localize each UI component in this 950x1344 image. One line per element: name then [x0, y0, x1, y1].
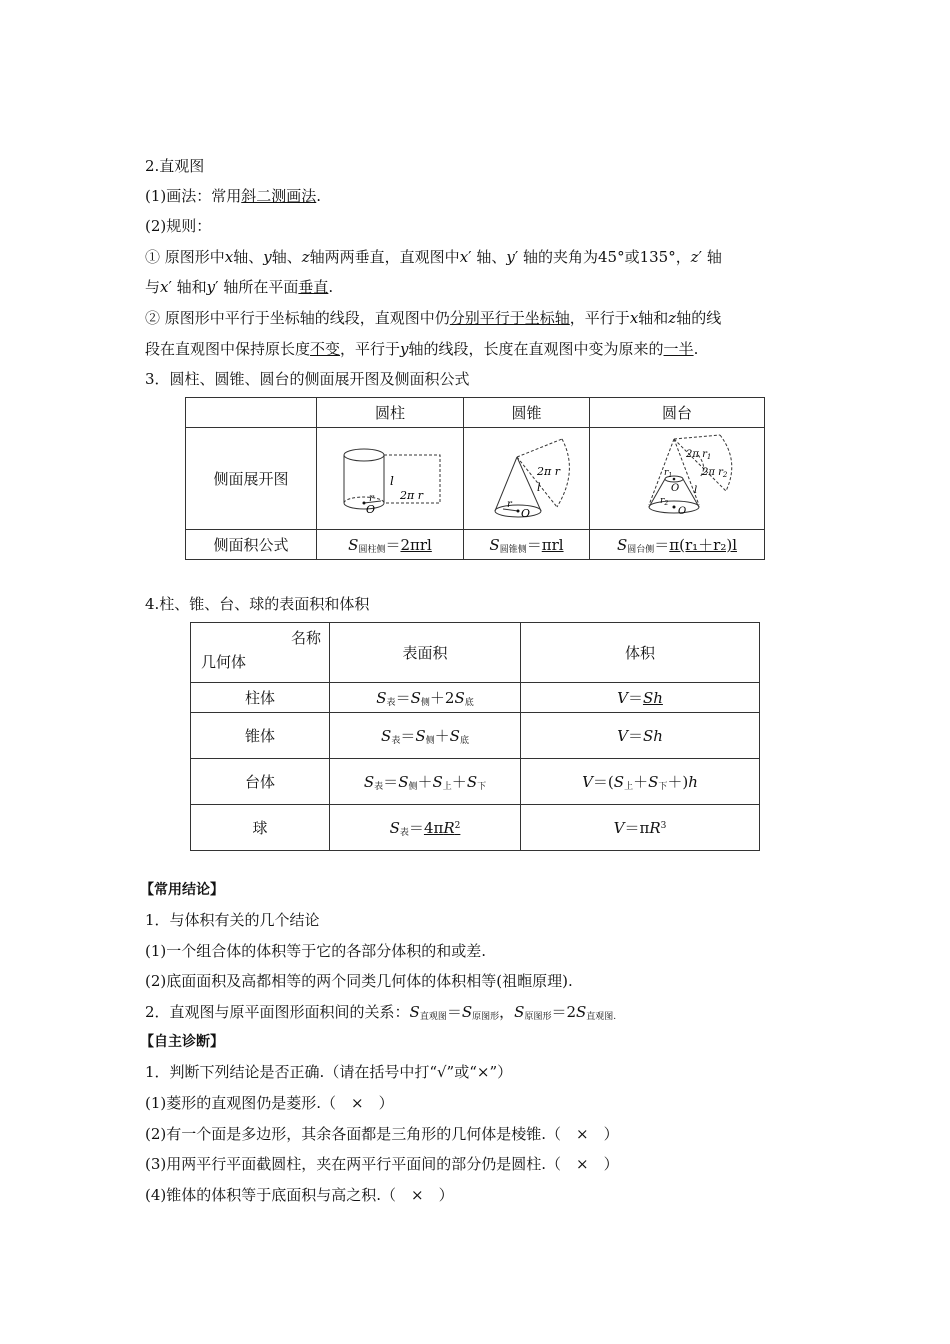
var-S: S [514, 1003, 525, 1021]
cone-net-figure [467, 431, 587, 527]
header-cone: 圆锥 [464, 398, 590, 428]
comma: ， [499, 1003, 515, 1021]
frustum-r2-label [660, 496, 668, 507]
answer-prism-volume: Sh [642, 689, 663, 707]
text: 轴的线 [676, 309, 722, 327]
header-empty [186, 398, 317, 428]
subscript: 直观图. [586, 1012, 617, 1022]
equals: ＝ [446, 1003, 462, 1021]
text: 轴和 [638, 309, 669, 327]
subscript: 2 [722, 470, 728, 479]
frustum-2pir2-label [701, 467, 728, 479]
rule-1-line-1 [145, 247, 722, 267]
diagnosis-title: 【自主诊断】 [140, 1034, 224, 1050]
answer-unchanged: 不变 [310, 340, 341, 358]
subscript: 表 [399, 828, 409, 838]
var-S: S [616, 536, 628, 554]
superscript: 2 [454, 821, 461, 831]
answer-half: 一半 [663, 340, 694, 358]
frustum-volume [521, 759, 760, 805]
var-S: S [410, 689, 421, 707]
header-name: 名称 [290, 629, 321, 647]
subscript: 上 [442, 782, 452, 792]
paragraph-rules: (2)规则： [145, 217, 212, 235]
var-S: S [389, 819, 400, 837]
conclusion-2 [145, 1002, 616, 1027]
header-surface-area: 表面积 [330, 623, 521, 683]
row-sphere: 球 [191, 805, 330, 851]
var-z: z [690, 248, 699, 266]
header-frustum: 圆台 [590, 398, 765, 428]
answer-frustum-area: π(r₁＋r₂)l [669, 536, 738, 554]
pyramid-volume [521, 713, 760, 759]
var-R: R [649, 819, 661, 837]
number: 2 [444, 689, 455, 707]
question-3: (3)用两平行平面截圆柱，夹在两平行平面间的部分仍是圆柱.（ × ） [145, 1155, 619, 1173]
text: 与 [145, 278, 161, 296]
cylinder-l-label: l [390, 473, 394, 488]
frustum-net-figure [602, 431, 752, 527]
var-S: S [461, 1003, 473, 1021]
text: 4π [423, 819, 444, 837]
var-y: y [263, 248, 272, 266]
text: ，平行于 [340, 340, 401, 358]
var-V: V [582, 773, 593, 791]
text: r [660, 495, 665, 506]
answer-perpendicular: 垂直 [298, 278, 329, 296]
row-label-formula: 侧面积公式 [186, 530, 317, 560]
pyramid-area [330, 713, 521, 759]
conclusion-1a: (1)一个组合体的体积等于它的各部分体积的和或差. [145, 942, 487, 960]
subscript: 上 [624, 782, 634, 792]
var-y: y [506, 248, 515, 266]
var-S: S [489, 536, 500, 554]
plus: ＋ [429, 689, 445, 707]
subscript: 表 [374, 782, 384, 792]
cylinder-2pir-label: 2π r [400, 488, 423, 502]
sphere-area [330, 805, 521, 851]
text: 轴的线段，长度在直观图中变为原来的 [408, 340, 664, 358]
var-S: S [449, 727, 460, 745]
text: 轴、 [233, 248, 264, 266]
var-x: x [160, 278, 169, 296]
sphere-volume [521, 805, 760, 851]
var-x: x [629, 309, 639, 327]
paren: ＋) [667, 773, 689, 791]
equals: ＝ [592, 773, 608, 791]
prism-volume [521, 683, 760, 713]
header-diagonal-cell [191, 623, 330, 683]
var-y: y [400, 340, 409, 358]
cylinder-formula [317, 530, 464, 560]
subscript: 底 [464, 698, 474, 708]
subscript: 2 [664, 499, 669, 507]
row-prism: 柱体 [191, 683, 330, 713]
var-S: S [648, 773, 659, 791]
equals: ＝ [627, 727, 643, 745]
subscript: 侧 [425, 736, 435, 746]
var-V: V [613, 819, 625, 837]
subscript: 侧 [408, 782, 418, 792]
var-V: V [617, 689, 628, 707]
var-S: S [376, 689, 387, 707]
frustum-net-cell [590, 428, 765, 530]
text: ′ 轴所在平面 [215, 278, 299, 296]
text: ′ 轴 [698, 248, 722, 266]
subscript: 表 [386, 698, 396, 708]
subscript: 侧 [420, 698, 430, 708]
var-S: S [454, 689, 465, 707]
conclusion-1: 1．与体积有关的几个结论 [145, 911, 320, 929]
answer-method: 斜二测画法 [241, 187, 317, 205]
text: 2π r [686, 448, 707, 460]
plus: ＋ [451, 773, 467, 791]
var-S: S [398, 773, 409, 791]
text: . [693, 340, 699, 358]
frustum-formula [590, 530, 765, 560]
var-S: S [381, 727, 392, 745]
row-label-net: 侧面展开图 [186, 428, 317, 530]
question-2: (2)有一个面是多边形，其余各面都是三角形的几何体是棱锥.（ × ） [145, 1125, 619, 1143]
cone-2pir-label: 2π r [536, 464, 560, 478]
var-h: h [688, 773, 698, 791]
text: 2π r [702, 466, 723, 478]
var-S: S [409, 1003, 420, 1021]
conclusions-title: 【常用结论】 [140, 882, 224, 898]
section-4-title: 4.柱、锥、台、球的表面积和体积 [145, 595, 370, 613]
frustum-l-label: l [694, 484, 698, 496]
equals: ＝ [624, 819, 640, 837]
text: ′ 轴和 [168, 278, 207, 296]
text: 轴两两垂直，直观图中 [309, 248, 460, 266]
text: ′ 轴、 [468, 248, 507, 266]
subscript: 1 [706, 452, 712, 461]
paragraph-drawing-method [145, 186, 321, 206]
cylinder-r-label: r [369, 492, 374, 504]
header-cylinder: 圆柱 [317, 398, 464, 428]
var-S: S [466, 773, 478, 791]
lateral-area-table [185, 397, 765, 560]
equals: ＝ [400, 727, 416, 745]
var-S: S [415, 727, 426, 745]
answer-cone-area: πrl [541, 536, 564, 554]
question-4: (4)锥体的体积等于底面积与高之积.（ × ） [145, 1186, 454, 1204]
text: (1)画法：常用 [145, 187, 242, 205]
var-x: x [459, 248, 469, 266]
subscript: 直观图 [419, 1012, 447, 1022]
pi: π [639, 819, 650, 837]
question-1: (1)菱形的直观图仍是菱形.（ × ） [145, 1094, 394, 1112]
var-z: z [301, 248, 310, 266]
plus: ＋ [417, 773, 433, 791]
answer-parallel: 分别平行于坐标轴 [449, 309, 570, 327]
var-Sh: Sh [642, 727, 663, 745]
subscript: 下 [658, 782, 668, 792]
text: 段在直观图中保持原长度 [145, 340, 311, 358]
equals: ＝ [526, 536, 542, 554]
frustum-2pir1-label [685, 449, 711, 461]
area-volume-table [190, 622, 760, 851]
equals: ＝ [395, 689, 411, 707]
var-R: R [443, 819, 455, 837]
header-solid: 几何体 [201, 653, 247, 671]
superscript: 3 [660, 821, 667, 831]
plus: ＋ [434, 727, 450, 745]
cylinder-net-cell [317, 428, 464, 530]
frustum-O1-label: O [671, 482, 680, 494]
var-z: z [668, 309, 677, 327]
text: ′ 轴的夹角为45°或135°， [514, 248, 691, 266]
row-frustum: 台体 [191, 759, 330, 805]
subscript: 底 [459, 736, 469, 746]
text: ② 原图形中平行于坐标轴的线段，直观图中仍 [145, 309, 450, 327]
cylinder-net-figure [320, 431, 460, 527]
section-2-title: 2.直观图 [145, 157, 205, 175]
answer-sphere-area [424, 819, 460, 837]
cone-net-cell [464, 428, 590, 530]
var-S: S [613, 773, 625, 791]
text: . [316, 187, 322, 205]
equals: ＝ [408, 819, 424, 837]
text: 轴、 [271, 248, 302, 266]
subscript: 1 [668, 471, 673, 479]
section-3-title: 3．圆柱、圆锥、圆台的侧面展开图及侧面积公式 [145, 370, 470, 388]
var-S: S [363, 773, 375, 791]
var-S: S [432, 773, 443, 791]
conclusion-1b: (2)底面面积及高都相等的两个同类几何体的体积相等(祖暅原理). [145, 972, 573, 990]
rule-1-line-2 [145, 277, 333, 297]
rule-2-line-2 [145, 339, 698, 359]
frustum-r1-label [664, 468, 672, 479]
var-x: x [224, 248, 234, 266]
equals: ＝ [627, 689, 643, 707]
subscript: 原图形 [524, 1012, 552, 1022]
equals: ＝2 [551, 1003, 577, 1021]
cone-r-label: r [506, 498, 512, 510]
question-intro: 1．判断下列结论是否正确.（请在括号中打“√”或“×”） [145, 1063, 513, 1081]
frustum-O-label: O [678, 505, 687, 517]
subscript: 下 [477, 782, 487, 792]
row-pyramid: 锥体 [191, 713, 330, 759]
subscript: 原图形 [472, 1012, 500, 1022]
equals: ＝ [385, 536, 401, 554]
var-S: S [576, 1003, 587, 1021]
subscript: 表 [391, 736, 401, 746]
equals: ＝ [654, 536, 670, 554]
text: . [328, 278, 334, 296]
cone-O-label: O [520, 506, 530, 520]
cylinder-O-label: O [366, 502, 376, 516]
rule-2-line-1 [145, 308, 721, 328]
answer-cylinder-area: 2πrl [400, 536, 432, 554]
var-V: V [617, 727, 628, 745]
var-y: y [206, 278, 216, 296]
header-volume: 体积 [521, 623, 760, 683]
frustum-area [330, 759, 521, 805]
paren: ( [607, 773, 614, 791]
subscript: 圆台侧 [627, 545, 655, 555]
var-S: S [348, 536, 359, 554]
prism-area [330, 683, 521, 713]
text: ① 原图形中 [145, 248, 225, 266]
text: 2．直观图与原平面图形面积间的关系： [145, 1003, 410, 1021]
text: ，平行于 [569, 309, 630, 327]
cone-formula [464, 530, 590, 560]
equals: ＝ [383, 773, 399, 791]
subscript: 圆柱侧 [358, 545, 386, 555]
plus: ＋ [633, 773, 649, 791]
cone-l-label: l [536, 480, 541, 494]
subscript: 圆锥侧 [499, 545, 527, 555]
text: r [664, 467, 669, 478]
